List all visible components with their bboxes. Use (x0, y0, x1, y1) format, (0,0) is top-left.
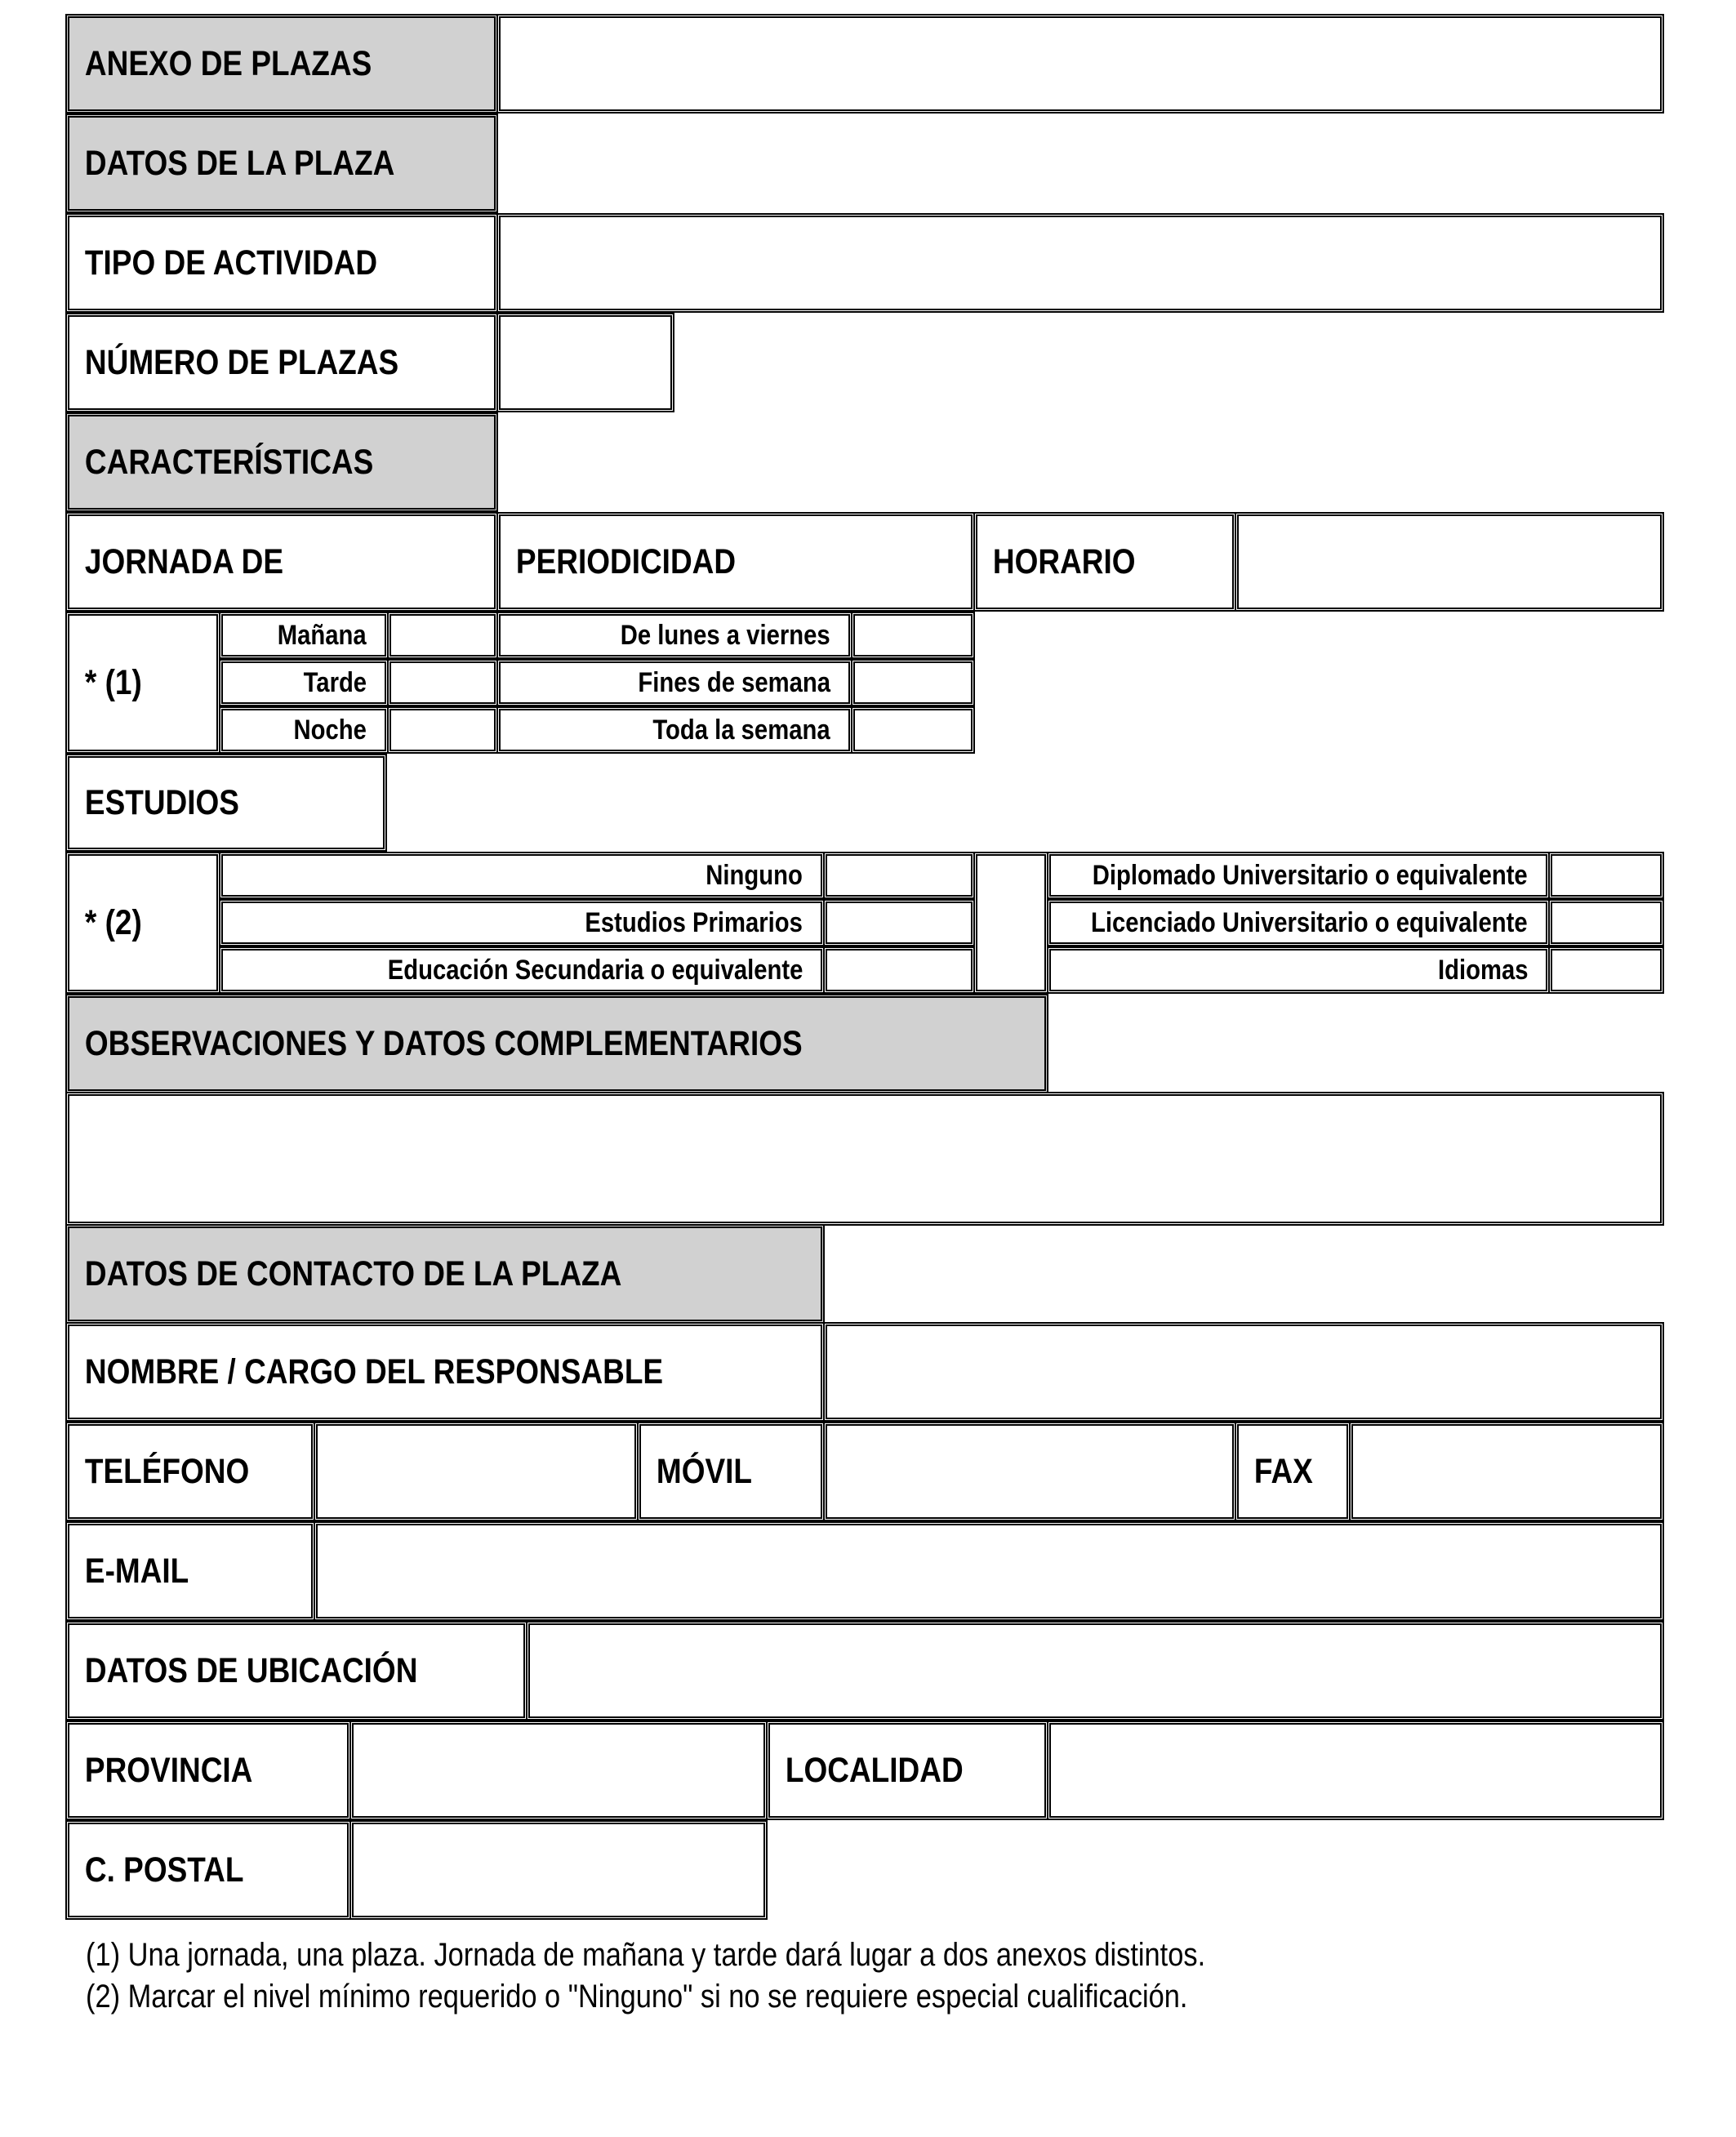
ref2-cell (65, 852, 220, 994)
localidad-field[interactable] (1047, 1721, 1664, 1820)
ref1-cell (65, 612, 220, 754)
observaciones-header-cell (65, 994, 1048, 1093)
noche-label: Noche (293, 714, 367, 746)
ubicacion-cell (65, 1621, 527, 1721)
provincia-label: PROVINCIA (84, 1750, 253, 1790)
footnote-2: (2) Marcar el nivel mínimo requerido o "Ninguno" si no se requiere especial cualificación. (86, 1979, 1188, 2015)
licenciado-label: Licenciado Universitario o equivalente (1091, 906, 1528, 938)
ref2-label: * (2) (84, 902, 142, 942)
telefono-field[interactable] (314, 1422, 639, 1521)
ref1-label: * (1) (84, 662, 142, 702)
ninguno-checkbox[interactable] (823, 852, 975, 899)
fines-semana-checkbox[interactable] (851, 659, 975, 706)
movil-label: MÓVIL (656, 1451, 753, 1491)
telefono-cell (65, 1422, 315, 1521)
secundaria-checkbox[interactable] (823, 946, 975, 994)
horario-cell (973, 512, 1236, 612)
ubicacion-label: DATOS DE UBICACIÓN (84, 1650, 418, 1690)
diplomado-label: Diplomado Universitario o equivalente (1093, 859, 1528, 891)
datos-plaza-header-cell (65, 114, 498, 213)
responsable-cell (65, 1322, 825, 1422)
anexo-label: ANEXO DE PLAZAS (84, 43, 372, 83)
noche-checkbox[interactable] (387, 706, 498, 754)
email-label: E-MAIL (84, 1551, 189, 1591)
numero-plazas-field[interactable] (496, 313, 674, 412)
email-cell (65, 1521, 315, 1621)
tipo-actividad-cell (65, 213, 498, 313)
telefono-label: TELÉFONO (84, 1451, 250, 1491)
anexo-field[interactable] (496, 14, 1664, 114)
cpostal-label: C. POSTAL (84, 1850, 244, 1890)
caracteristicas-label: CARACTERÍSTICAS (84, 442, 374, 482)
horario-field[interactable] (1235, 512, 1664, 612)
diplomado-checkbox[interactable] (1548, 852, 1664, 899)
numero-plazas-label: NÚMERO DE PLAZAS (84, 342, 399, 382)
periodicidad-label: PERIODICIDAD (515, 541, 737, 581)
lunes-viernes-cell (496, 612, 852, 659)
cpostal-field[interactable] (349, 1820, 768, 1920)
secundaria-cell (219, 946, 825, 994)
observaciones-label: OBSERVACIONES Y DATOS COMPLEMENTARIOS (84, 1023, 803, 1063)
tarde-label: Tarde (303, 666, 367, 698)
fines-semana-cell (496, 659, 852, 706)
noche-cell (219, 706, 389, 754)
provincia-field[interactable] (349, 1721, 768, 1820)
contacto-label: DATOS DE CONTACTO DE LA PLAZA (84, 1253, 622, 1293)
ninguno-cell (219, 852, 825, 899)
lunes-viernes-label: De lunes a viernes (621, 619, 830, 651)
observaciones-field[interactable] (65, 1092, 1664, 1226)
manana-label: Mañana (278, 619, 367, 651)
responsable-field[interactable] (823, 1322, 1664, 1422)
toda-semana-label: Toda la semana (652, 714, 830, 746)
manana-checkbox[interactable] (387, 612, 498, 659)
diplomado-cell (1047, 852, 1550, 899)
primarios-label: Estudios Primarios (585, 906, 803, 938)
fines-semana-label: Fines de semana (638, 666, 830, 698)
tarde-checkbox[interactable] (387, 659, 498, 706)
tipo-actividad-field[interactable] (496, 213, 1664, 313)
fax-label: FAX (1253, 1451, 1313, 1491)
periodicidad-cell (496, 512, 975, 612)
secundaria-label: Educación Secundaria o equivalente (387, 954, 803, 986)
anexo-header-cell (65, 14, 498, 114)
movil-cell (637, 1422, 825, 1521)
primarios-cell (219, 899, 825, 946)
idiomas-label: Idiomas (1437, 954, 1528, 986)
provincia-cell (65, 1721, 351, 1820)
caracteristicas-header-cell (65, 412, 498, 512)
licenciado-cell (1047, 899, 1550, 946)
movil-field[interactable] (823, 1422, 1236, 1521)
localidad-cell (766, 1721, 1048, 1820)
jornada-label: JORNADA DE (84, 541, 284, 581)
idiomas-checkbox[interactable] (1548, 946, 1664, 994)
tipo-actividad-label: TIPO DE ACTIVIDAD (84, 243, 378, 283)
fax-cell (1235, 1422, 1351, 1521)
contacto-header-cell (65, 1224, 825, 1324)
jornada-cell (65, 512, 498, 612)
manana-cell (219, 612, 389, 659)
estudios-label: ESTUDIOS (84, 782, 239, 822)
primarios-checkbox[interactable] (823, 899, 975, 946)
ninguno-label: Ninguno (706, 859, 803, 891)
toda-semana-cell (496, 706, 852, 754)
estudios-cell (65, 754, 387, 852)
lunes-viernes-checkbox[interactable] (851, 612, 975, 659)
responsable-label: NOMBRE / CARGO DEL RESPONSABLE (84, 1351, 664, 1391)
cpostal-cell (65, 1820, 351, 1920)
datos-plaza-label: DATOS DE LA PLAZA (84, 143, 395, 183)
toda-semana-checkbox[interactable] (851, 706, 975, 754)
footnote-1: (1) Una jornada, una plaza. Jornada de mañana y tarde dará lugar a dos anexos distintos. (86, 1937, 1206, 1973)
idiomas-cell (1047, 946, 1550, 994)
fax-field[interactable] (1349, 1422, 1664, 1521)
email-field[interactable] (314, 1521, 1664, 1621)
tarde-cell (219, 659, 389, 706)
localidad-label: LOCALIDAD (785, 1750, 964, 1790)
ubicacion-field[interactable] (526, 1621, 1664, 1721)
numero-plazas-cell (65, 313, 498, 412)
horario-label: HORARIO (992, 541, 1136, 581)
licenciado-checkbox[interactable] (1548, 899, 1664, 946)
estudios-spacer-cell (973, 852, 1048, 994)
